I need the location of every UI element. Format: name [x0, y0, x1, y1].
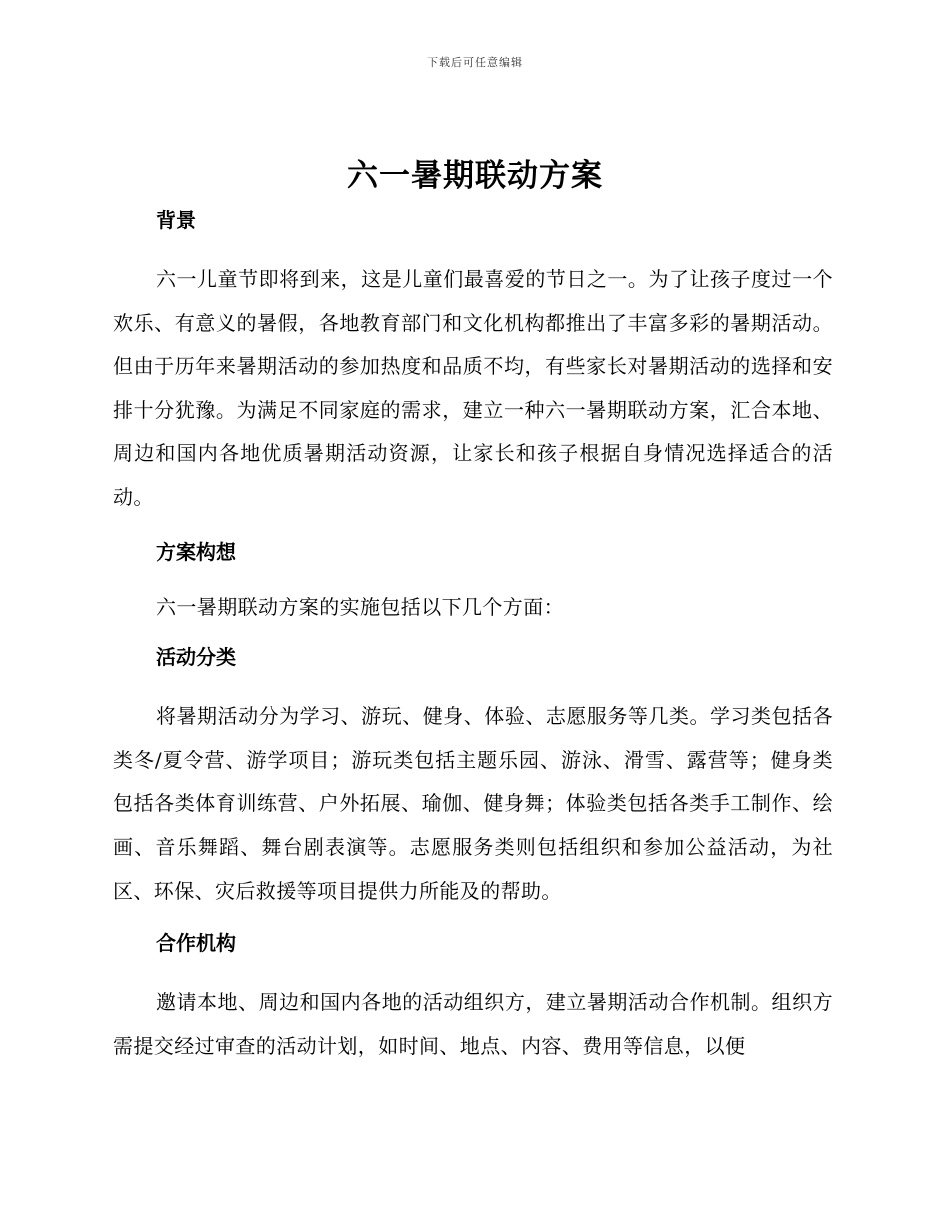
section-paragraph-background: 六一儿童节即将到来，这是儿童们最喜爱的节日之一。为了让孩子度过一个欢乐、有意义的暑假，各地教育部门和文化机构都推出了丰富多彩的暑期活动。但由于历年来暑期活动的参加热度和品质不均，有些家长对暑期活动的选择和安排十分犹豫。为满足不同家庭的需求，建立一种六一暑期联动方案，汇合本地、周边和国内各地优质暑期活动资源，让家长和孩子根据自身情况选择适合的活动。 — [113, 267, 833, 509]
header-note: 下载后可任意编辑 — [427, 56, 523, 69]
section-heading-activity-categories: 活动分类 — [156, 645, 236, 670]
section-paragraph-plan-concept: 六一暑期联动方案的实施包括以下几个方面： — [156, 594, 564, 619]
document-title: 六一暑期联动方案 — [347, 158, 603, 194]
section-paragraph-activity-categories: 将暑期活动分为学习、游玩、健身、体验、志愿服务等几类。学习类包括各类冬/夏令营、游学项目；游玩类包括主题乐园、游泳、滑雪、露营等；健身类包括各类体育训练营、户外拓展、瑜伽、健身舞；体验类包括各类手工制作、绘画、音乐舞蹈、舞台剧表演等。志愿服务类则包括组织和参加公益活动，为社区、环保、灾后救援等项目提供力所能及的帮助。 — [113, 704, 833, 903]
section-paragraph-partner-institutions: 邀请本地、周边和国内各地的活动组织方，建立暑期活动合作机制。组织方需提交经过审查的活动计划，如时间、地点、内容、费用等信息，以便 — [113, 990, 833, 1058]
document-body — [113, 204, 833, 1068]
section-heading-partner-institutions: 合作机构 — [156, 931, 236, 956]
section-heading-plan-concept: 方案构想 — [156, 539, 236, 564]
section-heading-background: 背景 — [156, 208, 196, 232]
